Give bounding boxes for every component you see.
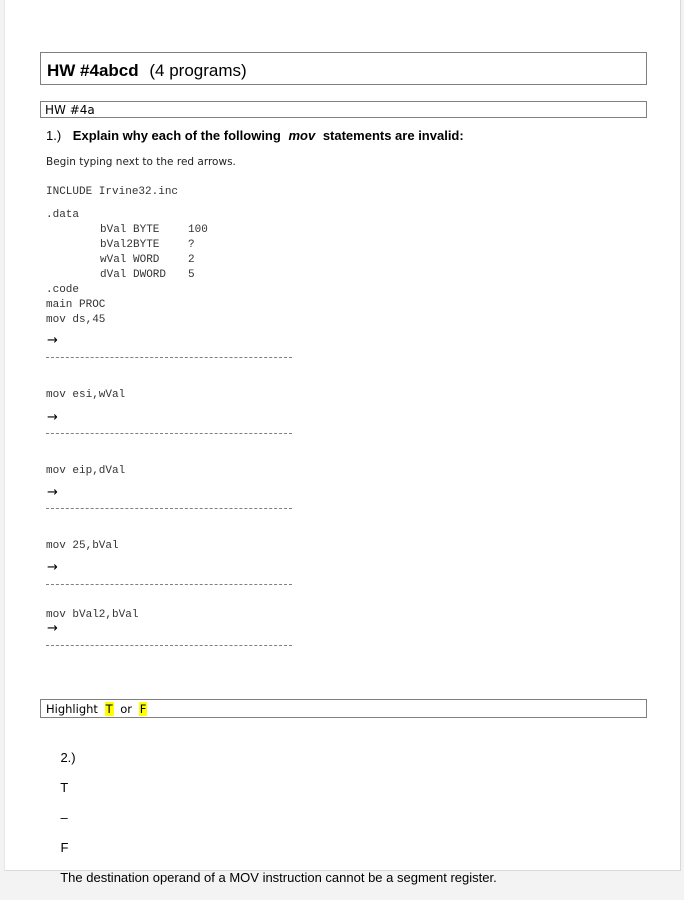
statement-3: mov eip,dVal [46, 465, 126, 477]
statement-4: mov 25,bVal [46, 540, 119, 552]
data-directive: .data [46, 209, 80, 221]
statement-1: mov ds,45 [46, 314, 106, 326]
var-name: bVal2 [100, 239, 134, 251]
instruction-text: Begin typing next to the red arrows. [46, 156, 236, 168]
var-type: BYTE [133, 224, 160, 236]
option-separator: – [60, 810, 68, 825]
var-value: ? [188, 239, 195, 251]
question-1-keyword: mov [288, 128, 316, 143]
divider [46, 584, 292, 585]
answer-arrow-icon[interactable]: → [47, 560, 58, 575]
answer-arrow-icon[interactable]: → [47, 485, 58, 500]
false-option[interactable]: F [60, 840, 69, 855]
question-1-text-a: Explain why each of the following [72, 128, 281, 143]
subtitle-text: HW #4a [45, 103, 95, 117]
statement-2: mov esi,wVal [46, 389, 126, 401]
highlight-t: T [105, 702, 113, 716]
var-value: 100 [188, 224, 208, 236]
question-1-number: 1.) [46, 128, 62, 143]
true-option[interactable]: T [60, 780, 69, 795]
answer-arrow-icon[interactable]: → [47, 621, 58, 636]
var-type: WORD [133, 254, 160, 266]
main-proc: main PROC [46, 299, 106, 311]
answer-arrow-icon[interactable]: → [47, 333, 58, 348]
divider [46, 433, 292, 434]
divider [46, 508, 292, 509]
var-name: wVal [100, 254, 127, 266]
var-name: dVal [100, 269, 127, 281]
var-type: BYTE [133, 239, 160, 251]
document-page [4, 0, 681, 885]
highlight-or: or [120, 702, 133, 716]
var-name: bVal [100, 224, 127, 236]
divider [46, 645, 292, 646]
statement-5: mov bVal2,bVal [46, 609, 139, 621]
divider [46, 357, 292, 358]
question-2-number: 2.) [60, 750, 76, 765]
title-bold: HW #4abcd [47, 61, 139, 80]
answer-arrow-icon[interactable]: → [47, 410, 58, 425]
question-1-text-b: statements are invalid: [322, 128, 464, 143]
highlight-f: F [139, 702, 147, 716]
question-1 [46, 128, 464, 143]
include-line: INCLUDE Irvine32.inc [46, 186, 179, 198]
highlight-prefix: Highlight [46, 702, 98, 716]
subtitle-box [40, 101, 647, 118]
question-2-text: The destination operand of a MOV instruction cannot be a segment register. [60, 870, 497, 885]
title-rest: (4 programs) [149, 61, 247, 80]
var-value: 2 [188, 254, 195, 266]
var-value: 5 [188, 269, 195, 281]
title-box [40, 52, 647, 85]
code-directive: .code [46, 284, 80, 296]
var-type: DWORD [133, 269, 167, 281]
highlight-instruction-box [40, 699, 647, 718]
question-2 [46, 735, 497, 900]
